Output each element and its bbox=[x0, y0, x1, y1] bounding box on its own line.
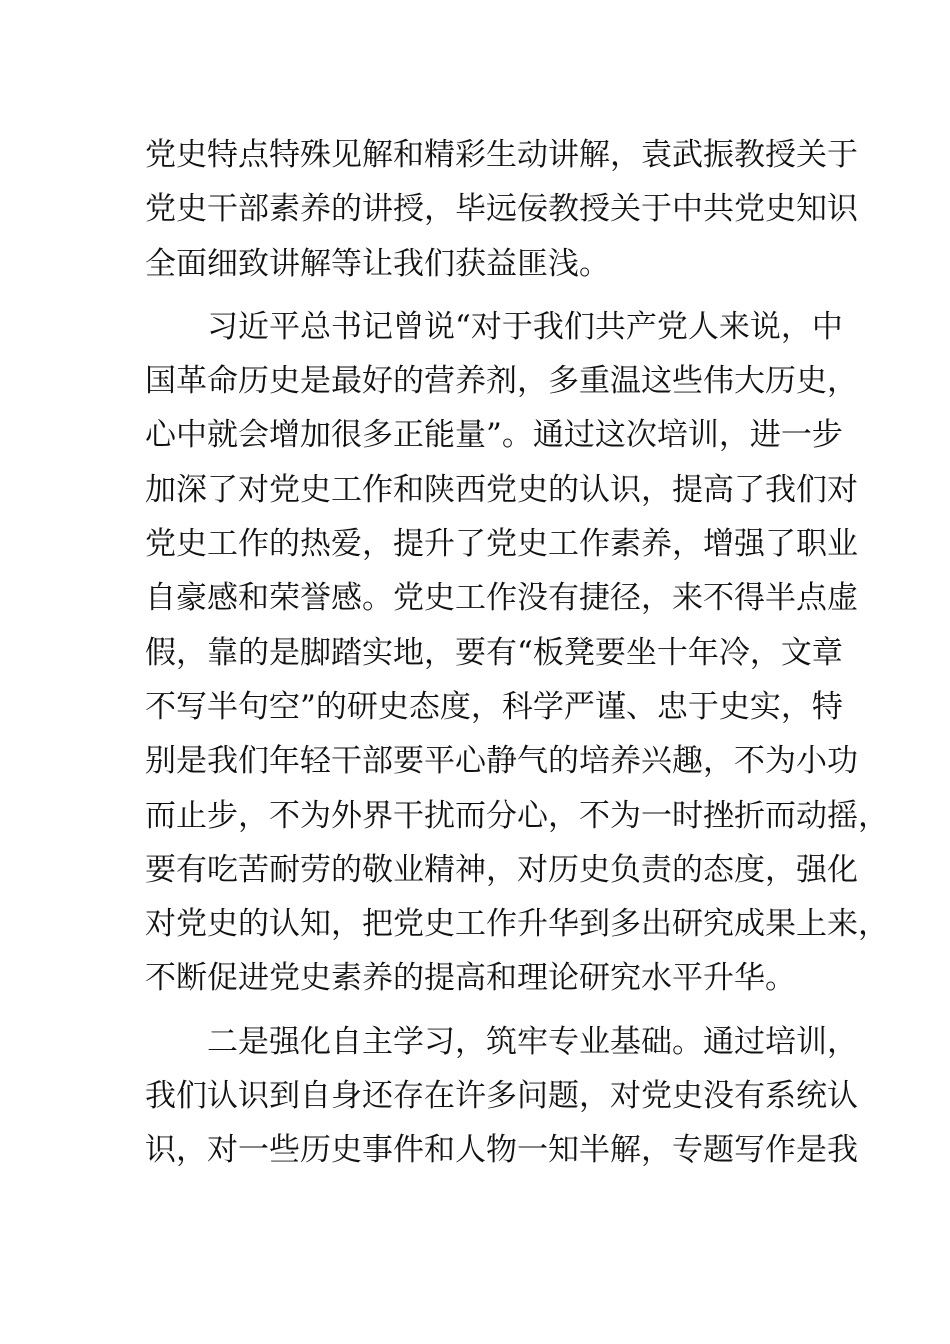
text-line: 别是我们年轻干部要平心静气的培养兴趣，不为小功 bbox=[145, 743, 858, 780]
text-line: 习近平总书记曾说“对于我们共产党人来说，中 bbox=[207, 308, 843, 345]
paragraph-2 bbox=[145, 300, 889, 1006]
paragraph-gap bbox=[145, 1006, 835, 1015]
text-line: 要有吃苦耐劳的敬业精神，对历史负责的态度，强化 bbox=[145, 851, 858, 888]
text-line: 不断促进党史素养的提高和理论研究水平升华。 bbox=[145, 960, 796, 997]
text-line: 二是强化自主学习，筑牢专业基础。通过培训， bbox=[207, 1023, 858, 1060]
text-line: 国革命历史是最好的营养剂，多重温这些伟大历史， bbox=[145, 363, 858, 400]
text-line: 全面细致讲解等让我们获益匪浅。 bbox=[145, 245, 610, 282]
text-line: 我们认识到自身还存在许多问题，对党史没有系统认 bbox=[145, 1078, 858, 1115]
text-line: 而止步，不为外界干扰而分心，不为一时挫折而动摇， bbox=[145, 797, 889, 834]
text-line: 假，靠的是脚踏实地，要有“板凳要坐十年冷，文章 bbox=[145, 634, 843, 671]
text-line: 党史干部素养的讲授，毕远佞教授关于中共党史知识 bbox=[145, 191, 858, 228]
paragraph-3 bbox=[145, 1015, 858, 1178]
text-line: 对党史的认知，把党史工作升华到多出研究成果上来， bbox=[145, 906, 889, 943]
text-line: 党史工作的热爱，提升了党史工作素养，增强了职业 bbox=[145, 526, 858, 563]
paragraph-1 bbox=[145, 128, 858, 291]
text-line: 不写半句空”的研史态度，科学严谨、忠于史实，特 bbox=[145, 688, 843, 725]
text-line: 心中就会增加很多正能量”。通过这次培训，进一步 bbox=[145, 417, 843, 454]
text-line: 自豪感和荣誉感。党史工作没有捷径，来不得半点虚 bbox=[145, 580, 858, 617]
document-body bbox=[145, 128, 889, 1178]
text-line: 识，对一些历史事件和人物一知半解，专题写作是我 bbox=[145, 1132, 858, 1169]
paragraph-gap bbox=[145, 291, 835, 300]
text-line: 加深了对党史工作和陕西党史的认识，提高了我们对 bbox=[145, 471, 858, 508]
text-line: 党史特点特殊见解和精彩生动讲解，袁武振教授关于 bbox=[145, 137, 858, 173]
